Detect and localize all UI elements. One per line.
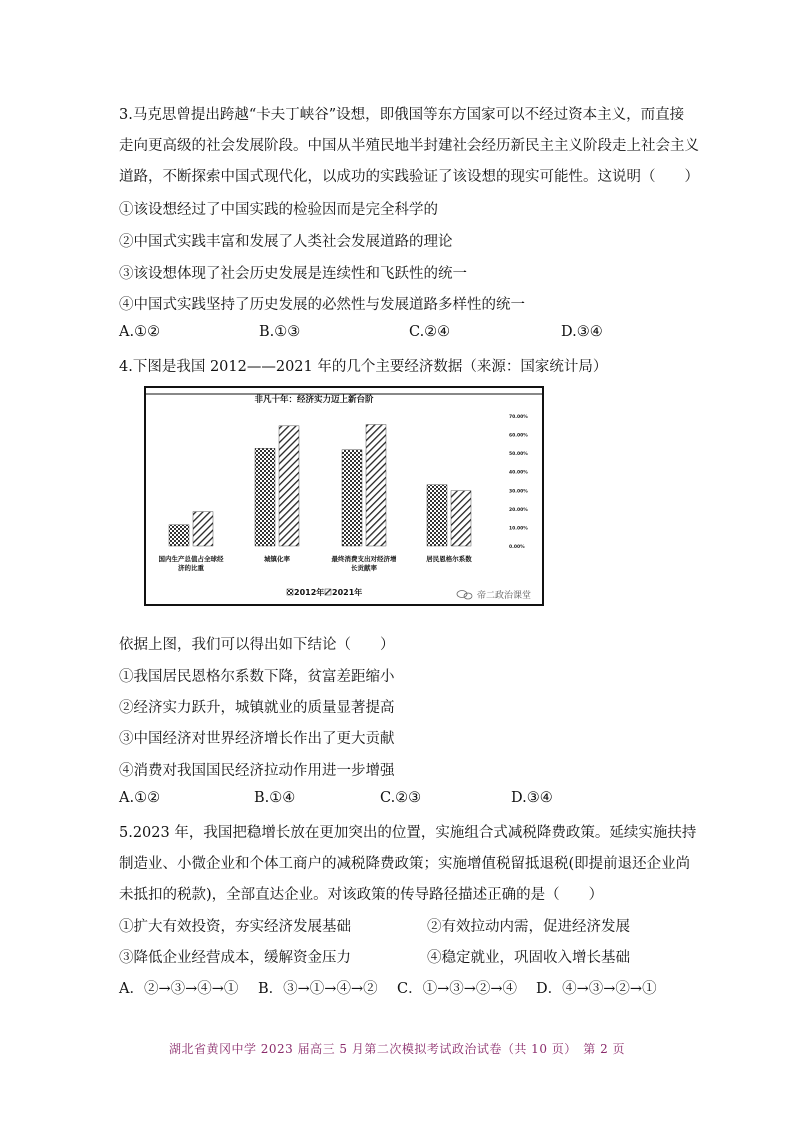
category-label: 济的比重 xyxy=(178,564,204,572)
y-tick-label: 20.00% xyxy=(509,507,528,513)
bar-2021-4 xyxy=(451,491,471,546)
q5-stem-line-2: 制造业、小微企业和个体工商户的减税降费政策；实施增值税留抵退税(即提前退还企业尚 xyxy=(119,856,691,872)
bar-2012-4 xyxy=(427,485,447,546)
chart-title: 非凡十年：经济实力迈上新台阶 xyxy=(254,395,374,405)
y-tick-label: 0.00% xyxy=(509,545,525,550)
bar-2021-3 xyxy=(366,425,386,546)
bar-2021-2 xyxy=(279,426,299,546)
q3-item-1: ①该设想经过了中国实践的检验因而是完全科学的 xyxy=(119,202,438,218)
q3-stem-line-3: 道路，不断探索中国式现代化，以成功的实践验证了该设想的现实可能性。这说明（ ） xyxy=(119,169,699,185)
q4-item-3: ③中国经济对世界经济增长作出了更大贡献 xyxy=(119,731,395,747)
bar-2012-2 xyxy=(255,448,275,546)
q4-item-4: ④消费对我国国民经济拉动作用进一步增强 xyxy=(119,763,395,779)
category-label: 长贡献率 xyxy=(351,564,377,572)
category-label: 国内生产总值占全球经 xyxy=(158,555,224,563)
y-tick-label: 70.00% xyxy=(509,415,528,420)
q4-option-d[interactable]: D.③④ xyxy=(511,790,553,806)
bar-2021-1 xyxy=(193,512,213,546)
q3-option-d[interactable]: D.③④ xyxy=(561,324,603,340)
q3-item-3: ③该设想体现了社会历史发展是连续性和飞跃性的统一 xyxy=(119,266,467,282)
watermark-text: 帝二政治课堂 xyxy=(477,591,532,601)
q3-stem-line-1: 3.马克思曾提出跨越“卡夫丁峡谷”设想，即俄国等东方国家可以不经过资本主义，而直接 xyxy=(119,107,685,123)
q4-item-2: ②经济实力跃升，城镇就业的质量显著提高 xyxy=(119,700,395,716)
y-tick-label: 60.00% xyxy=(509,433,528,439)
q5-item-4: ④稳定就业，巩固收入增长基础 xyxy=(427,950,630,966)
page-footer: 湖北省黄冈中学 2023 届高三 5 月第二次模拟考试政治试卷（共 10 页） 第 2 页 xyxy=(168,1042,626,1056)
economy-bar-chart xyxy=(144,386,544,606)
y-tick-label: 40.00% xyxy=(509,470,528,476)
q4-option-c[interactable]: C.②③ xyxy=(380,790,422,806)
q3-stem-line-2: 走向更高级的社会发展阶段。中国从半殖民地半封建社会经历新民主主义阶段走上社会主义 xyxy=(119,138,699,154)
q4-option-a[interactable]: A.①② xyxy=(119,790,161,806)
q5-stem-line-3: 未抵扣的税款)，全部直达企业。对该政策的传导路径描述正确的是（ ） xyxy=(119,887,604,903)
q4-item-1: ①我国居民恩格尔系数下降，贫富差距缩小 xyxy=(119,669,395,685)
legend-swatch-2012 xyxy=(287,589,293,595)
q5-item-2: ②有效拉动内需，促进经济发展 xyxy=(427,919,630,935)
q3-item-2: ②中国式实践丰富和发展了人类社会发展道路的理论 xyxy=(119,234,453,250)
q5-option-b[interactable]: B．③→①→④→② xyxy=(258,981,378,997)
q4-option-b[interactable]: B.①④ xyxy=(254,790,296,806)
legend-swatch-2021 xyxy=(325,589,331,595)
q4-followup: 依据上图，我们可以得出如下结论（ ） xyxy=(119,637,395,653)
y-tick-label: 10.00% xyxy=(509,526,528,532)
bar-2012-3 xyxy=(342,450,362,546)
q3-item-4: ④中国式实践坚持了历史发展的必然性与发展道路多样性的统一 xyxy=(119,297,525,313)
q5-item-3: ③降低企业经营成本，缓解资金压力 xyxy=(119,950,351,966)
bar-2012-1 xyxy=(169,525,189,546)
legend-2012-label: 2012年 xyxy=(294,588,325,597)
category-label: 城镇化率 xyxy=(264,555,290,563)
q3-option-b[interactable]: B.①③ xyxy=(259,324,301,340)
chart-svg xyxy=(144,386,544,606)
q5-item-1: ①扩大有效投资，夯实经济发展基础 xyxy=(119,919,351,935)
category-label: 居民恩格尔系数 xyxy=(426,555,472,563)
q3-option-c[interactable]: C.②④ xyxy=(409,324,451,340)
q4-stem: 4.下图是我国 2012——2021 年的几个主要经济数据（来源：国家统计局） xyxy=(119,359,608,375)
q5-option-a[interactable]: A．②→③→④→① xyxy=(119,981,239,997)
q5-option-d[interactable]: D．④→③→②→① xyxy=(536,981,657,997)
category-label: 最终消费支出对经济增 xyxy=(331,555,397,563)
legend-2021-label: 2021年 xyxy=(332,588,363,597)
y-tick-label: 30.00% xyxy=(509,489,528,495)
y-tick-label: 50.00% xyxy=(509,452,528,458)
q5-stem-line-1: 5.2023 年，我国把稳增长放在更加突出的位置，实施组合式减税降费政策。延续实施扶持 xyxy=(119,825,697,841)
q3-option-a[interactable]: A.①② xyxy=(119,324,161,340)
q5-option-c[interactable]: C．①→③→②→④ xyxy=(397,981,518,997)
